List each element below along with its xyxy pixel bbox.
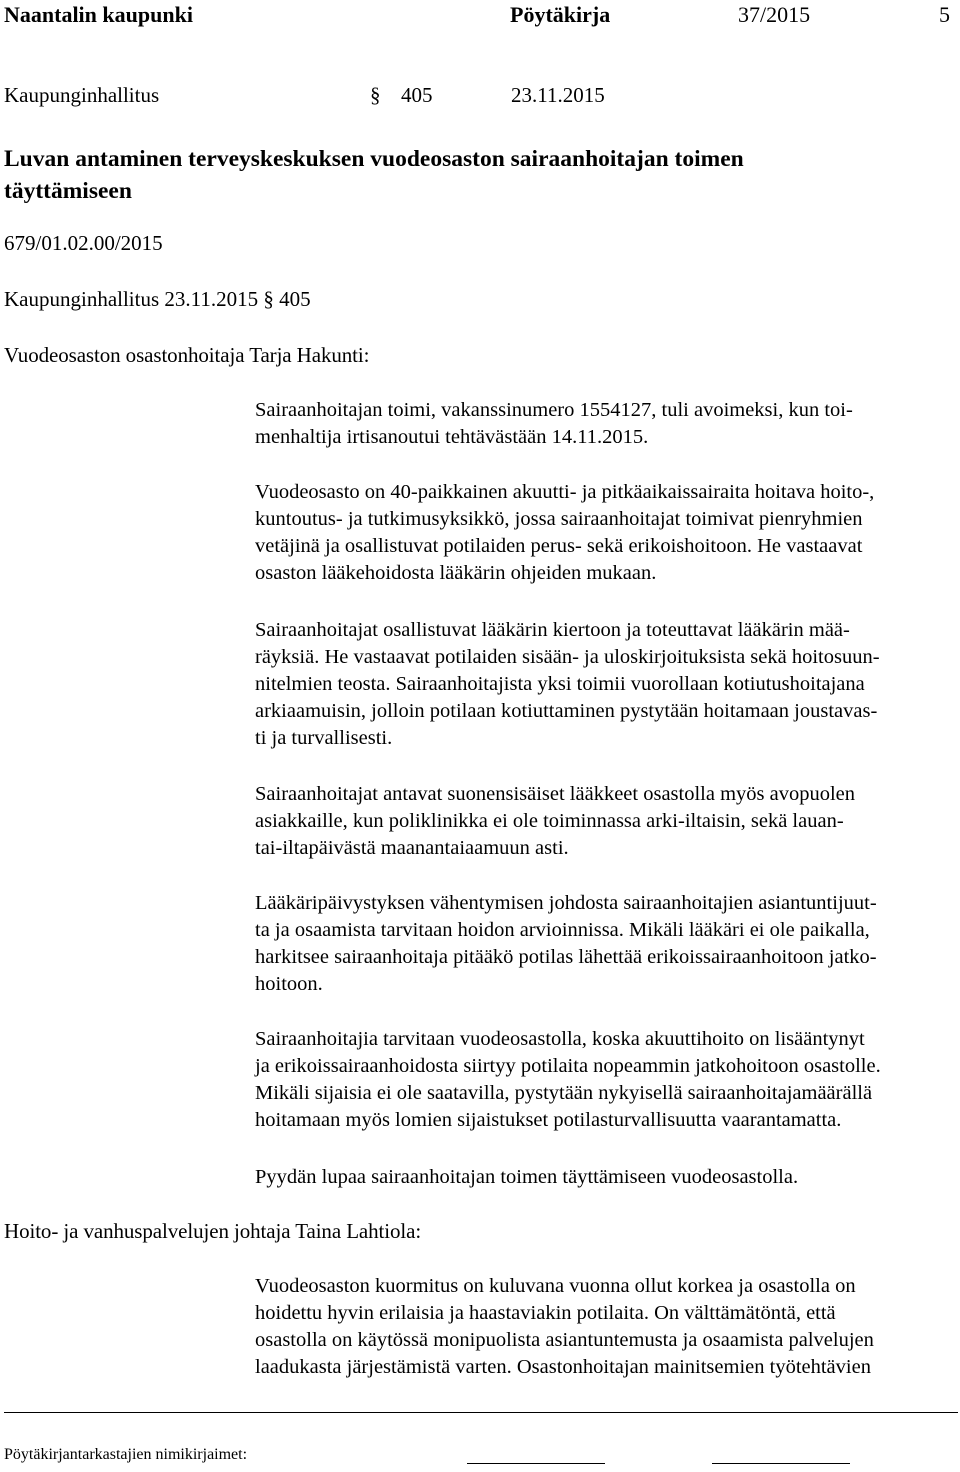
text-line: vetäjinä ja osallistuvat potilaiden perus- sekä erikoishoitoon. He vastaavat	[255, 535, 863, 557]
text-line: Sairaanhoitajan toimi, vakanssinumero 1554127, tuli avoimeksi, kun toi-	[255, 399, 853, 421]
document-type: Pöytäkirja	[510, 2, 611, 27]
text-line: arkiaamuisin, jolloin potilaan kotiuttaminen pystytään hoitamaan joustavas-	[255, 700, 878, 722]
initials-label: Pöytäkirjantarkastajien nimikirjaimet:	[4, 1446, 248, 1463]
text-line: Lääkäripäivystyksen vähentymisen johdosta sairaanhoitajien asiantuntijuut-	[255, 892, 877, 914]
text-line: ja erikoissairaanhoidosta siirtyy potilaita nopeammin jatkohoitoon osastolle.	[255, 1055, 881, 1077]
text-line: laadukasta järjestämistä varten. Osastonhoitajan mainitsemien työtehtävien	[255, 1356, 871, 1378]
paragraph-7	[255, 1164, 955, 1191]
page-number: 5	[939, 2, 950, 27]
presenter-label: Vuodeosaston osastonhoitaja Tarja Hakunti:	[4, 343, 370, 367]
text-line: ta ja osaamista tarvitaan hoidon arvioinnissa. Mikäli lääkäri ei ole paikalla,	[255, 919, 870, 941]
paragraph-1	[255, 397, 955, 451]
history-body: Kaupunginhallitus 23.11.2015	[4, 287, 259, 311]
text-line: hoidettu hyvin erilaisia ja haastaviakin potilaita. On välttämätöntä, että	[255, 1302, 836, 1324]
director-paragraph	[255, 1273, 955, 1381]
paragraph-4	[255, 781, 955, 862]
paragraph-2	[255, 479, 955, 587]
text-line: kuntoutus- ja tutkimusyksikkö, jossa sairaanhoitajat toimivat pienryhmien	[255, 508, 863, 530]
initials-line-2	[712, 1463, 850, 1464]
meeting-body: Kaupunginhallitus	[4, 83, 160, 107]
section-sign: §	[370, 83, 381, 107]
text-line: harkitsee sairaanhoitaja pitääkö potilas lähettää erikoissairaanhoitoon jatko-	[255, 946, 877, 968]
paragraph-3	[255, 617, 955, 752]
section-number: 405	[401, 83, 433, 107]
text-line: ti ja turvallisesti.	[255, 727, 393, 749]
text-line: tai-iltapäivästä maanantaiaamuun asti.	[255, 837, 569, 859]
text-line: Vuodeosasto on 40-paikkainen akuutti- ja pitkäaikaissairaita hoitava hoito-,	[255, 481, 875, 503]
text-line: hoitoon.	[255, 973, 323, 995]
diary-number: 679/01.02.00/2015	[4, 231, 163, 255]
title-line: Luvan antaminen terveyskeskuksen vuodeosaston sairaanhoitajan toimen	[4, 146, 744, 172]
text-line: hoitamaan myös lomien sijaistukset potilasturvallisuutta vaarantamatta.	[255, 1109, 842, 1131]
text-line: menhaltija irtisanoutui tehtävästään 14.11.2015.	[255, 426, 649, 448]
paragraph-6	[255, 1026, 955, 1134]
document-number: 37/2015	[738, 2, 811, 27]
text-line: Sairaanhoitajat osallistuvat lääkärin kiertoon ja toteuttavat lääkärin mää-	[255, 619, 850, 641]
organization-name: Naantalin kaupunki	[4, 2, 193, 27]
text-line: Mikäli sijaisia ei ole saatavilla, pystytään nykyisellä sairaanhoitajamäärällä	[255, 1082, 873, 1104]
text-line: Vuodeosaston kuormitus on kuluvana vuonna ollut korkea ja osastolla on	[255, 1275, 856, 1297]
text-line: Sairaanhoitajat antavat suonensisäiset lääkkeet osastolla myös avopuolen	[255, 783, 856, 805]
text-line: Sairaanhoitajia tarvitaan vuodeosastolla, koska akuuttihoito on lisääntynyt	[255, 1028, 865, 1050]
footer-divider	[4, 1412, 958, 1413]
text-line: osaston lääkehoidosta lääkärin ohjeiden mukaan.	[255, 562, 657, 584]
text-line: Pyydän lupaa sairaanhoitajan toimen täyttämiseen vuodeosastolla.	[255, 1166, 799, 1188]
page-title	[4, 143, 744, 207]
text-line: asiakkaille, kun poliklinikka ei ole toiminnassa arki-iltaisin, sekä lauan-	[255, 810, 844, 832]
meeting-date: 23.11.2015	[511, 83, 605, 107]
initials-line-1	[467, 1463, 605, 1464]
text-line: räyksiä. He vastaavat potilaiden sisään- ja uloskirjoituksista sekä hoitosuun-	[255, 646, 880, 668]
history-line	[4, 287, 311, 312]
history-section-sign: §	[263, 287, 274, 311]
title-line: täyttämiseen	[4, 178, 132, 204]
director-label: Hoito- ja vanhuspalvelujen johtaja Taina Lahtiola:	[4, 1219, 422, 1243]
paragraph-5	[255, 890, 955, 998]
text-line: osastolla on käytössä monipuolista asiantuntemusta ja osaamista palvelujen	[255, 1329, 874, 1351]
text-line: nitelmien teosta. Sairaanhoitajista yksi toimii vuorollaan kotiutushoitajana	[255, 673, 865, 695]
history-section-number: 405	[279, 287, 311, 311]
